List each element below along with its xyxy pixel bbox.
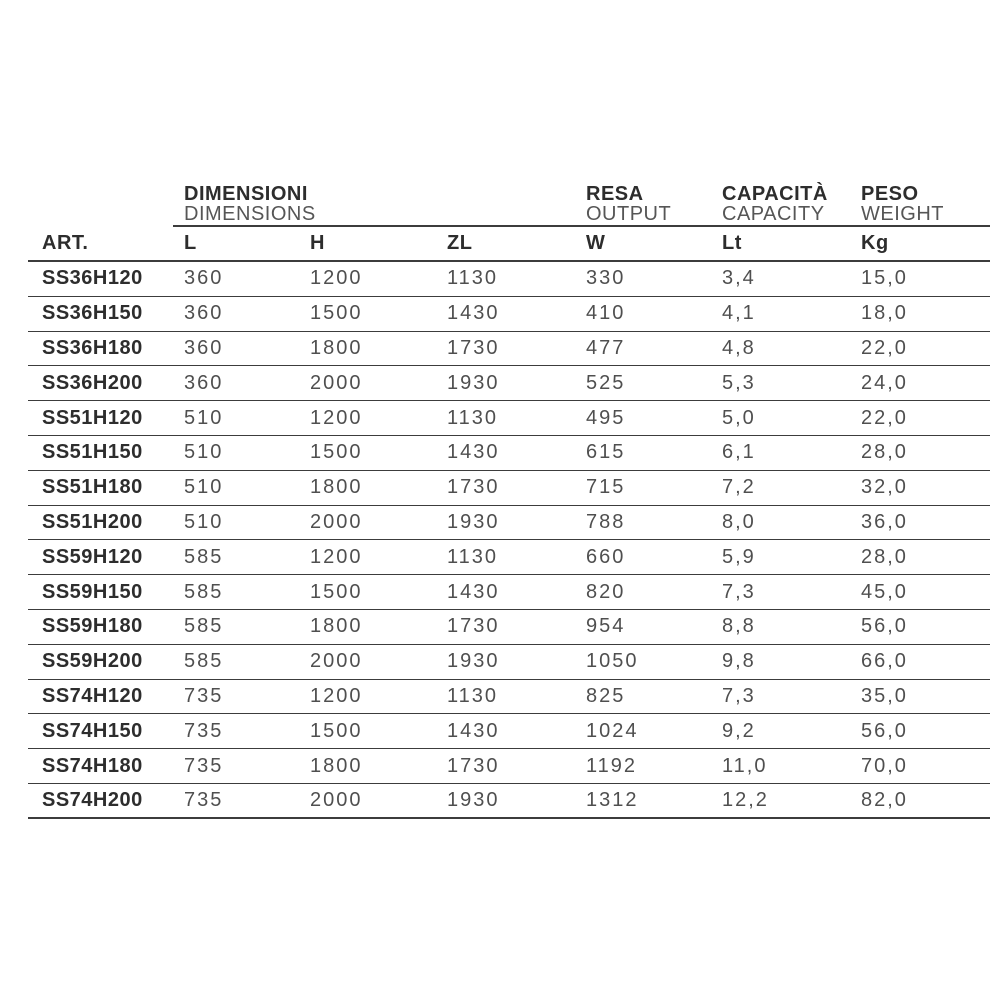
group-header-weight <box>861 184 990 224</box>
cell-l: 360 <box>184 336 224 359</box>
cell-w: 615 <box>586 441 626 464</box>
art-code-cell: SS36H120 <box>42 267 143 290</box>
table-row <box>28 332 990 367</box>
cell-h: 1200 <box>310 684 363 707</box>
cell-kg: 56,0 <box>861 719 908 742</box>
cell-lt: 8,0 <box>722 510 756 533</box>
col-header-h: H <box>310 232 325 254</box>
cell-l: 585 <box>184 615 224 638</box>
cell-w: 330 <box>586 267 626 290</box>
table-row <box>28 262 990 297</box>
cell-h: 2000 <box>310 371 363 394</box>
cell-lt: 9,2 <box>722 719 756 742</box>
cell-lt: 7,2 <box>722 476 756 499</box>
cell-l: 585 <box>184 545 224 568</box>
table-row <box>28 506 990 541</box>
cell-lt: 6,1 <box>722 441 756 464</box>
table-row <box>28 645 990 680</box>
cell-lt: 12,2 <box>722 788 769 811</box>
art-code-cell: SS74H200 <box>42 788 143 811</box>
art-code-cell: SS59H200 <box>42 650 143 673</box>
table-row <box>28 297 990 332</box>
cell-zl: 1930 <box>447 510 500 533</box>
cell-l: 735 <box>184 684 224 707</box>
group-label-primary: CAPACITÀ <box>722 183 828 205</box>
table-row <box>28 540 990 575</box>
art-code-cell: SS59H180 <box>42 615 143 638</box>
cell-kg: 35,0 <box>861 684 908 707</box>
cell-h: 2000 <box>310 650 363 673</box>
col-header-w: W <box>586 232 606 254</box>
col-header-zl: ZL <box>447 232 473 254</box>
art-code-cell: SS74H120 <box>42 684 143 707</box>
cell-h: 1500 <box>310 580 363 603</box>
cell-kg: 28,0 <box>861 441 908 464</box>
table-row <box>28 575 990 610</box>
table-row <box>28 366 990 401</box>
table-row <box>28 680 990 715</box>
group-label-primary: PESO <box>861 183 919 205</box>
art-code-cell: SS74H150 <box>42 719 143 742</box>
cell-zl: 1130 <box>447 267 499 290</box>
cell-l: 510 <box>184 510 224 533</box>
cell-zl: 1430 <box>447 580 500 603</box>
table-row <box>28 714 990 749</box>
cell-lt: 4,1 <box>722 302 756 325</box>
cell-h: 1200 <box>310 267 363 290</box>
cell-kg: 66,0 <box>861 650 908 673</box>
cell-kg: 82,0 <box>861 788 908 811</box>
cell-h: 1200 <box>310 406 363 429</box>
cell-w: 525 <box>586 371 626 394</box>
group-header-output <box>586 184 722 224</box>
cell-h: 1800 <box>310 615 363 638</box>
cell-w: 954 <box>586 615 626 638</box>
cell-w: 1192 <box>586 754 638 777</box>
cell-kg: 24,0 <box>861 371 908 394</box>
art-code-cell: SS36H200 <box>42 371 143 394</box>
group-label-secondary: WEIGHT <box>861 203 944 225</box>
cell-w: 1312 <box>586 788 639 811</box>
group-label-secondary: OUTPUT <box>586 203 672 225</box>
cell-kg: 32,0 <box>861 476 908 499</box>
cell-l: 735 <box>184 788 224 811</box>
cell-h: 1200 <box>310 545 363 568</box>
col-header-art: ART. <box>42 232 89 254</box>
cell-lt: 7,3 <box>722 580 756 603</box>
cell-kg: 56,0 <box>861 615 908 638</box>
cell-w: 715 <box>586 476 626 499</box>
cell-l: 585 <box>184 580 224 603</box>
cell-l: 360 <box>184 302 224 325</box>
art-code-cell: SS51H150 <box>42 441 143 464</box>
art-code-cell: SS51H120 <box>42 406 143 429</box>
cell-zl: 1930 <box>447 650 500 673</box>
cell-kg: 45,0 <box>861 580 908 603</box>
group-label-secondary: DIMENSIONS <box>184 203 316 225</box>
cell-lt: 11,0 <box>722 754 768 777</box>
cell-l: 510 <box>184 441 224 464</box>
group-header-capacity <box>722 184 861 224</box>
cell-zl: 1430 <box>447 441 500 464</box>
cell-l: 510 <box>184 476 224 499</box>
cell-h: 1500 <box>310 441 363 464</box>
cell-h: 1800 <box>310 476 363 499</box>
cell-l: 735 <box>184 754 224 777</box>
cell-w: 477 <box>586 336 626 359</box>
art-code-cell: SS36H150 <box>42 302 143 325</box>
cell-kg: 18,0 <box>861 302 908 325</box>
group-label-primary: RESA <box>586 183 644 205</box>
cell-w: 1024 <box>586 719 639 742</box>
cell-w: 410 <box>586 302 626 325</box>
cell-h: 2000 <box>310 510 363 533</box>
art-code-cell: SS51H200 <box>42 510 143 533</box>
cell-zl: 1130 <box>447 406 499 429</box>
cell-h: 1500 <box>310 302 363 325</box>
group-label-secondary: CAPACITY <box>722 203 825 225</box>
group-label-primary: DIMENSIONI <box>184 183 308 205</box>
cell-lt: 5,9 <box>722 545 756 568</box>
group-header-dimensions <box>184 184 586 224</box>
cell-l: 510 <box>184 406 224 429</box>
art-code-cell: SS36H180 <box>42 336 143 359</box>
table-body <box>28 262 990 819</box>
product-spec-table <box>28 184 990 819</box>
cell-zl: 1430 <box>447 302 500 325</box>
col-header-kg: Kg <box>861 232 889 254</box>
cell-lt: 3,4 <box>722 267 756 290</box>
cell-lt: 8,8 <box>722 615 756 638</box>
cell-zl: 1130 <box>447 684 499 707</box>
cell-w: 825 <box>586 684 626 707</box>
cell-kg: 15,0 <box>861 267 908 290</box>
cell-lt: 4,8 <box>722 336 756 359</box>
cell-h: 2000 <box>310 788 363 811</box>
table-column-header-row <box>28 227 990 263</box>
cell-h: 1800 <box>310 754 363 777</box>
cell-l: 735 <box>184 719 224 742</box>
table-row <box>28 784 990 819</box>
table-group-header-row <box>28 184 990 225</box>
cell-lt: 7,3 <box>722 684 756 707</box>
cell-kg: 70,0 <box>861 754 908 777</box>
table-row <box>28 401 990 436</box>
cell-w: 660 <box>586 545 626 568</box>
col-header-l: L <box>184 232 197 254</box>
table-row <box>28 471 990 506</box>
cell-zl: 1730 <box>447 336 500 359</box>
cell-zl: 1730 <box>447 754 500 777</box>
cell-lt: 5,0 <box>722 406 756 429</box>
cell-zl: 1430 <box>447 719 500 742</box>
cell-kg: 22,0 <box>861 406 908 429</box>
table-row <box>28 749 990 784</box>
cell-l: 360 <box>184 371 224 394</box>
cell-w: 1050 <box>586 650 639 673</box>
art-code-cell: SS51H180 <box>42 476 143 499</box>
cell-w: 495 <box>586 406 626 429</box>
col-header-lt: Lt <box>722 232 742 254</box>
cell-kg: 36,0 <box>861 510 908 533</box>
cell-w: 788 <box>586 510 626 533</box>
cell-zl: 1730 <box>447 615 500 638</box>
cell-l: 360 <box>184 267 224 290</box>
cell-zl: 1930 <box>447 788 500 811</box>
cell-zl: 1930 <box>447 371 500 394</box>
cell-lt: 5,3 <box>722 371 756 394</box>
cell-kg: 28,0 <box>861 545 908 568</box>
cell-kg: 22,0 <box>861 336 908 359</box>
table-row <box>28 436 990 471</box>
cell-h: 1800 <box>310 336 363 359</box>
art-code-cell: SS74H180 <box>42 754 143 777</box>
art-code-cell: SS59H150 <box>42 580 143 603</box>
cell-h: 1500 <box>310 719 363 742</box>
cell-w: 820 <box>586 580 626 603</box>
cell-zl: 1130 <box>447 545 499 568</box>
table-row <box>28 610 990 645</box>
cell-lt: 9,8 <box>722 650 756 673</box>
cell-l: 585 <box>184 650 224 673</box>
cell-zl: 1730 <box>447 476 500 499</box>
art-code-cell: SS59H120 <box>42 545 143 568</box>
